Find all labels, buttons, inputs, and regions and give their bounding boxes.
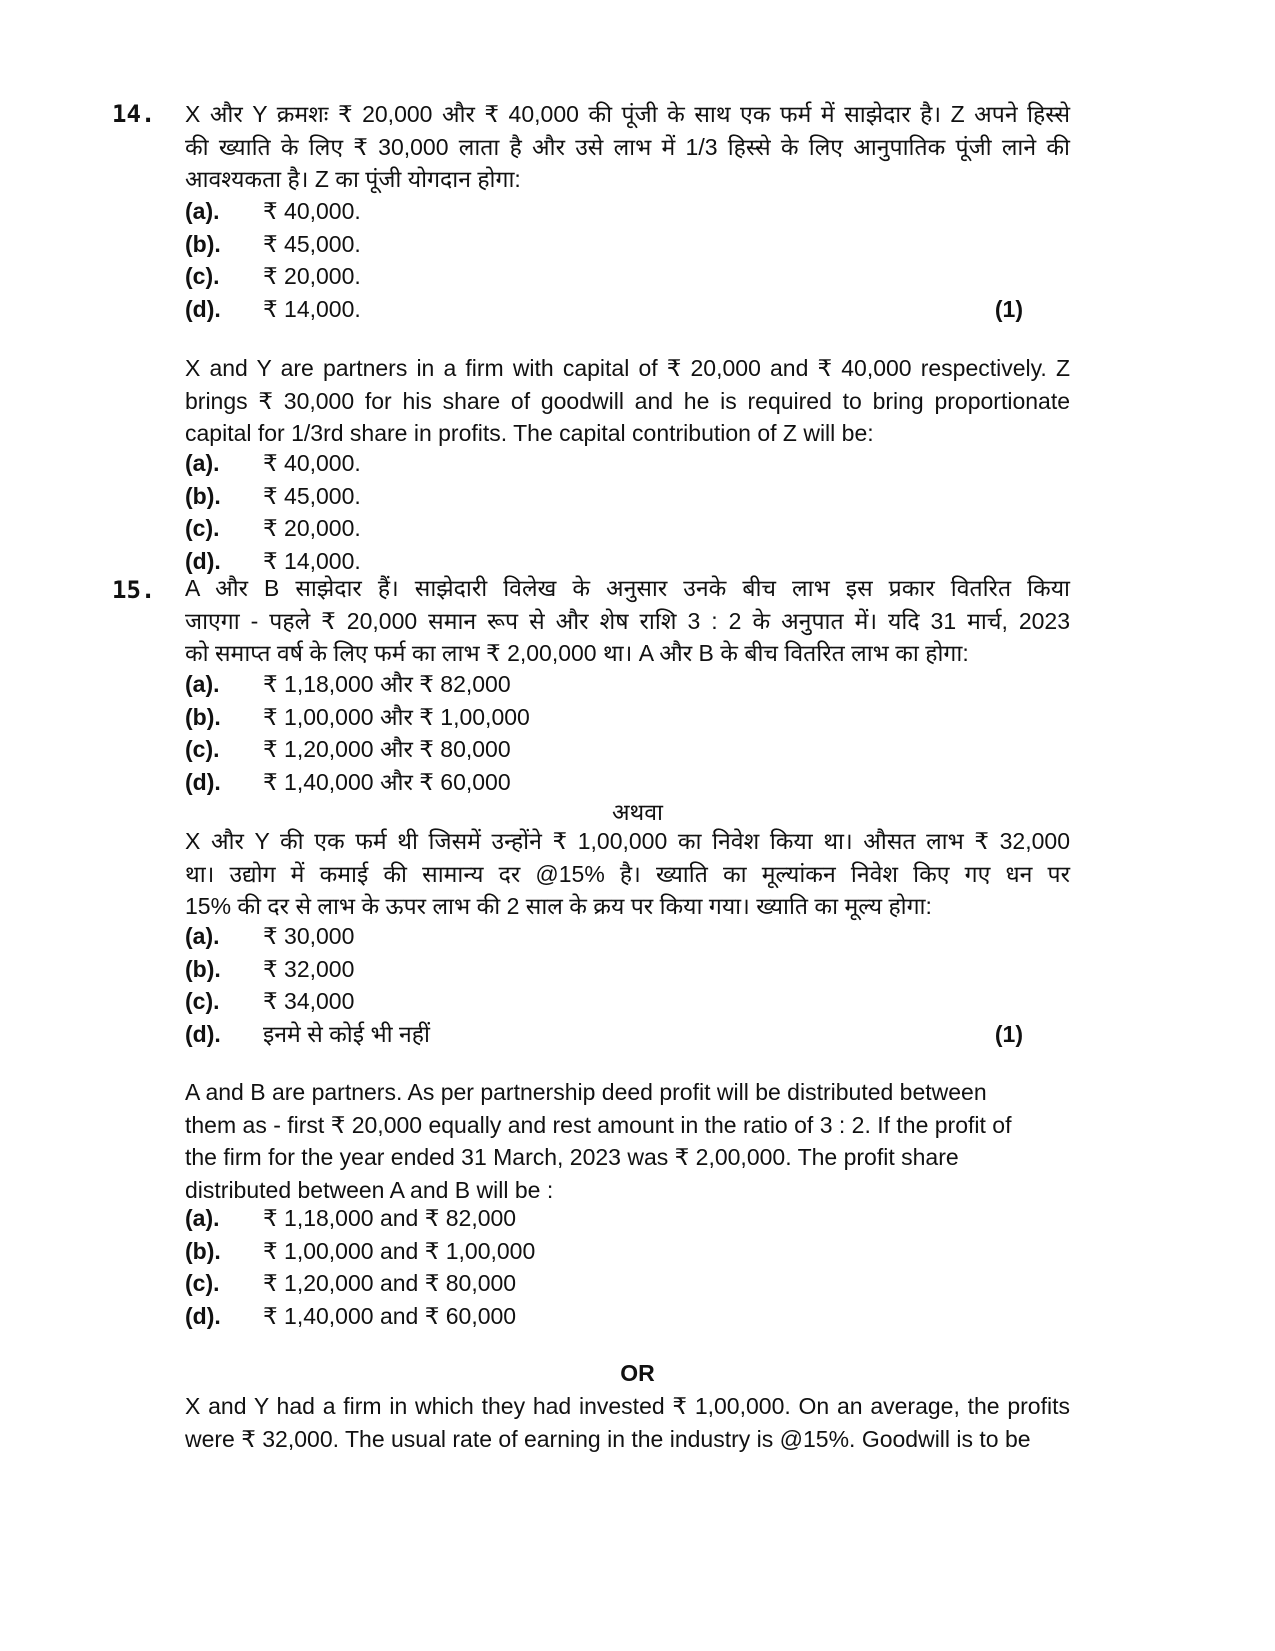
option-label: (c). (185, 515, 220, 542)
question-number: 14. (112, 100, 156, 128)
option-label: (b). (185, 482, 221, 509)
option-label: (a). (185, 1205, 220, 1231)
option-text: ₹ 1,00,000 and ₹ 1,00,000 (263, 1237, 536, 1264)
option-b (185, 1235, 1065, 1268)
text-line: जाएगा - पहले ₹ 20,000 समान रूप से और शेष राशि 3 : 2 के अनुपात में। यदि 31 मार्च, 2023 (185, 607, 1070, 634)
option-b (185, 228, 1065, 261)
text-line: था। उद्योग में कमाई की सामान्य दर @15% है। ख्याति का मूल्यांकन निवेश किए गए धन पर (185, 860, 1070, 887)
option-text: ₹ 34,000 (263, 988, 355, 1015)
option-text: ₹ 20,000. (263, 515, 361, 542)
option-text: ₹ 45,000. (263, 482, 361, 509)
option-text: ₹ 40,000. (263, 450, 361, 476)
text-line: capital for 1/3rd share in profits. The capital contribution of Z will be: (185, 420, 874, 447)
option-label: (c). (185, 1270, 220, 1297)
option-text: ₹ 1,00,000 और ₹ 1,00,000 (263, 703, 530, 730)
option-c (185, 260, 1065, 293)
text-line: को समाप्त वर्ष के लिए फर्म का लाभ ₹ 2,00,000 था। A और B के बीच वितरित लाभ का होगा: (185, 640, 969, 667)
option-text: ₹ 20,000. (263, 263, 361, 290)
option-b (185, 701, 1065, 734)
option-label: (b). (185, 703, 221, 730)
text-line: की ख्याति के लिए ₹ 30,000 लाता है और उसे लाभ में 1/3 हिस्से के लिए आनुपातिक पूंजी लाने की (185, 133, 1070, 160)
option-text: ₹ 32,000 (263, 955, 355, 982)
option-text: ₹ 1,20,000 and ₹ 80,000 (263, 1270, 517, 1297)
question-number: 15. (112, 576, 156, 604)
question-14-hindi-text (185, 98, 1070, 196)
text-line: 15% की दर से लाभ के ऊपर लाभ की 2 साल के क्रय पर किया गया। ख्याति का मूल्य होगा: (185, 893, 932, 920)
option-d (185, 1300, 1065, 1333)
option-text: ₹ 30,000 (263, 923, 355, 949)
option-a (185, 195, 1065, 228)
question-15-hindi-options (185, 668, 1065, 798)
option-text: ₹ 1,18,000 and ₹ 82,000 (263, 1205, 517, 1231)
option-label: (d). (185, 547, 221, 574)
question-15-english-text (185, 1076, 1070, 1206)
option-text: ₹ 14,000. (263, 547, 361, 574)
or-separator: OR (620, 1360, 655, 1386)
option-text: ₹ 1,20,000 और ₹ 80,000 (263, 736, 511, 763)
text-line: X and Y are partners in a firm with capital of ₹ 20,000 and ₹ 40,000 respectively. Z (185, 355, 1070, 381)
text-line: them as - first ₹ 20,000 equally and rest amount in the ratio of 3 : 2. If the profit of (185, 1111, 1012, 1138)
text-line: X and Y had a firm in which they had invested ₹ 1,00,000. On an average, the profits (185, 1393, 1070, 1419)
option-c (185, 733, 1065, 766)
option-c (185, 985, 1065, 1018)
question-14-english-text (185, 352, 1070, 450)
question-14-english-options (185, 447, 1065, 577)
option-text: ₹ 1,18,000 और ₹ 82,000 (263, 671, 511, 697)
option-label: (d). (185, 1302, 221, 1329)
option-c (185, 512, 1065, 545)
text-line: brings ₹ 30,000 for his share of goodwill and he is required to bring proportionate (185, 387, 1070, 414)
question-15-hindi-alt-options (185, 920, 1065, 1050)
question-15-hindi-text (185, 572, 1070, 670)
option-label: (b). (185, 230, 221, 257)
text-line: A और B साझेदार हैं। साझेदारी विलेख के अनुसार उनके बीच लाभ इस प्रकार वितरित किया (185, 575, 1070, 601)
option-a (185, 1202, 1065, 1235)
option-label: (b). (185, 955, 221, 982)
text-line: were ₹ 32,000. The usual rate of earning in the industry is @15%. Goodwill is to be (185, 1425, 1031, 1452)
text-line: X और Y की एक फर्म थी जिसमें उन्होंने ₹ 1,00,000 का निवेश किया था। औसत लाभ ₹ 32,000 (185, 828, 1070, 854)
text-line: distributed between A and B will be : (185, 1176, 554, 1203)
option-label: (d). (185, 768, 221, 795)
option-a (185, 920, 1065, 953)
text-line: the firm for the year ended 31 March, 2023 was ₹ 2,00,000. The profit share (185, 1144, 959, 1171)
question-15-hindi-alt-text (185, 825, 1070, 923)
option-a (185, 447, 1065, 480)
option-label: (a). (185, 923, 220, 949)
option-d (185, 293, 1065, 326)
option-label: (a). (185, 450, 220, 476)
question-15-english-alt-text (185, 1390, 1070, 1455)
option-label: (b). (185, 1237, 221, 1264)
option-a (185, 668, 1065, 701)
option-d (185, 1018, 1065, 1051)
option-label: (a). (185, 198, 220, 224)
option-label: (c). (185, 736, 220, 763)
option-text: ₹ 1,40,000 और ₹ 60,000 (263, 768, 511, 795)
option-text: ₹ 40,000. (263, 198, 361, 224)
option-label: (c). (185, 988, 220, 1015)
option-label: (d). (185, 295, 221, 322)
question-14-hindi-options (185, 195, 1065, 325)
option-text: ₹ 45,000. (263, 230, 361, 257)
text-line: A and B are partners. As per partnership deed profit will be distributed between (185, 1079, 987, 1105)
option-b (185, 953, 1065, 986)
or-separator-hindi: अथवा (611, 799, 663, 825)
option-c (185, 1267, 1065, 1300)
text-line: X और Y क्रमशः ₹ 20,000 और ₹ 40,000 की पूंजी के साथ एक फर्म में साझेदार है। Z अपने हिस्से (185, 101, 1070, 127)
question-15-english-options (185, 1202, 1065, 1332)
option-d (185, 766, 1065, 799)
option-text: इनमे से कोई भी नहीं (263, 1020, 430, 1047)
option-b (185, 480, 1065, 513)
option-text: ₹ 14,000. (263, 295, 361, 322)
option-label: (a). (185, 671, 220, 697)
option-text: ₹ 1,40,000 and ₹ 60,000 (263, 1302, 517, 1329)
text-line: आवश्यकता है। Z का पूंजी योगदान होगा: (185, 166, 521, 193)
marks-label: (1) (994, 295, 1023, 322)
option-label: (d). (185, 1020, 221, 1047)
option-label: (c). (185, 263, 220, 290)
marks-label: (1) (994, 1020, 1023, 1047)
